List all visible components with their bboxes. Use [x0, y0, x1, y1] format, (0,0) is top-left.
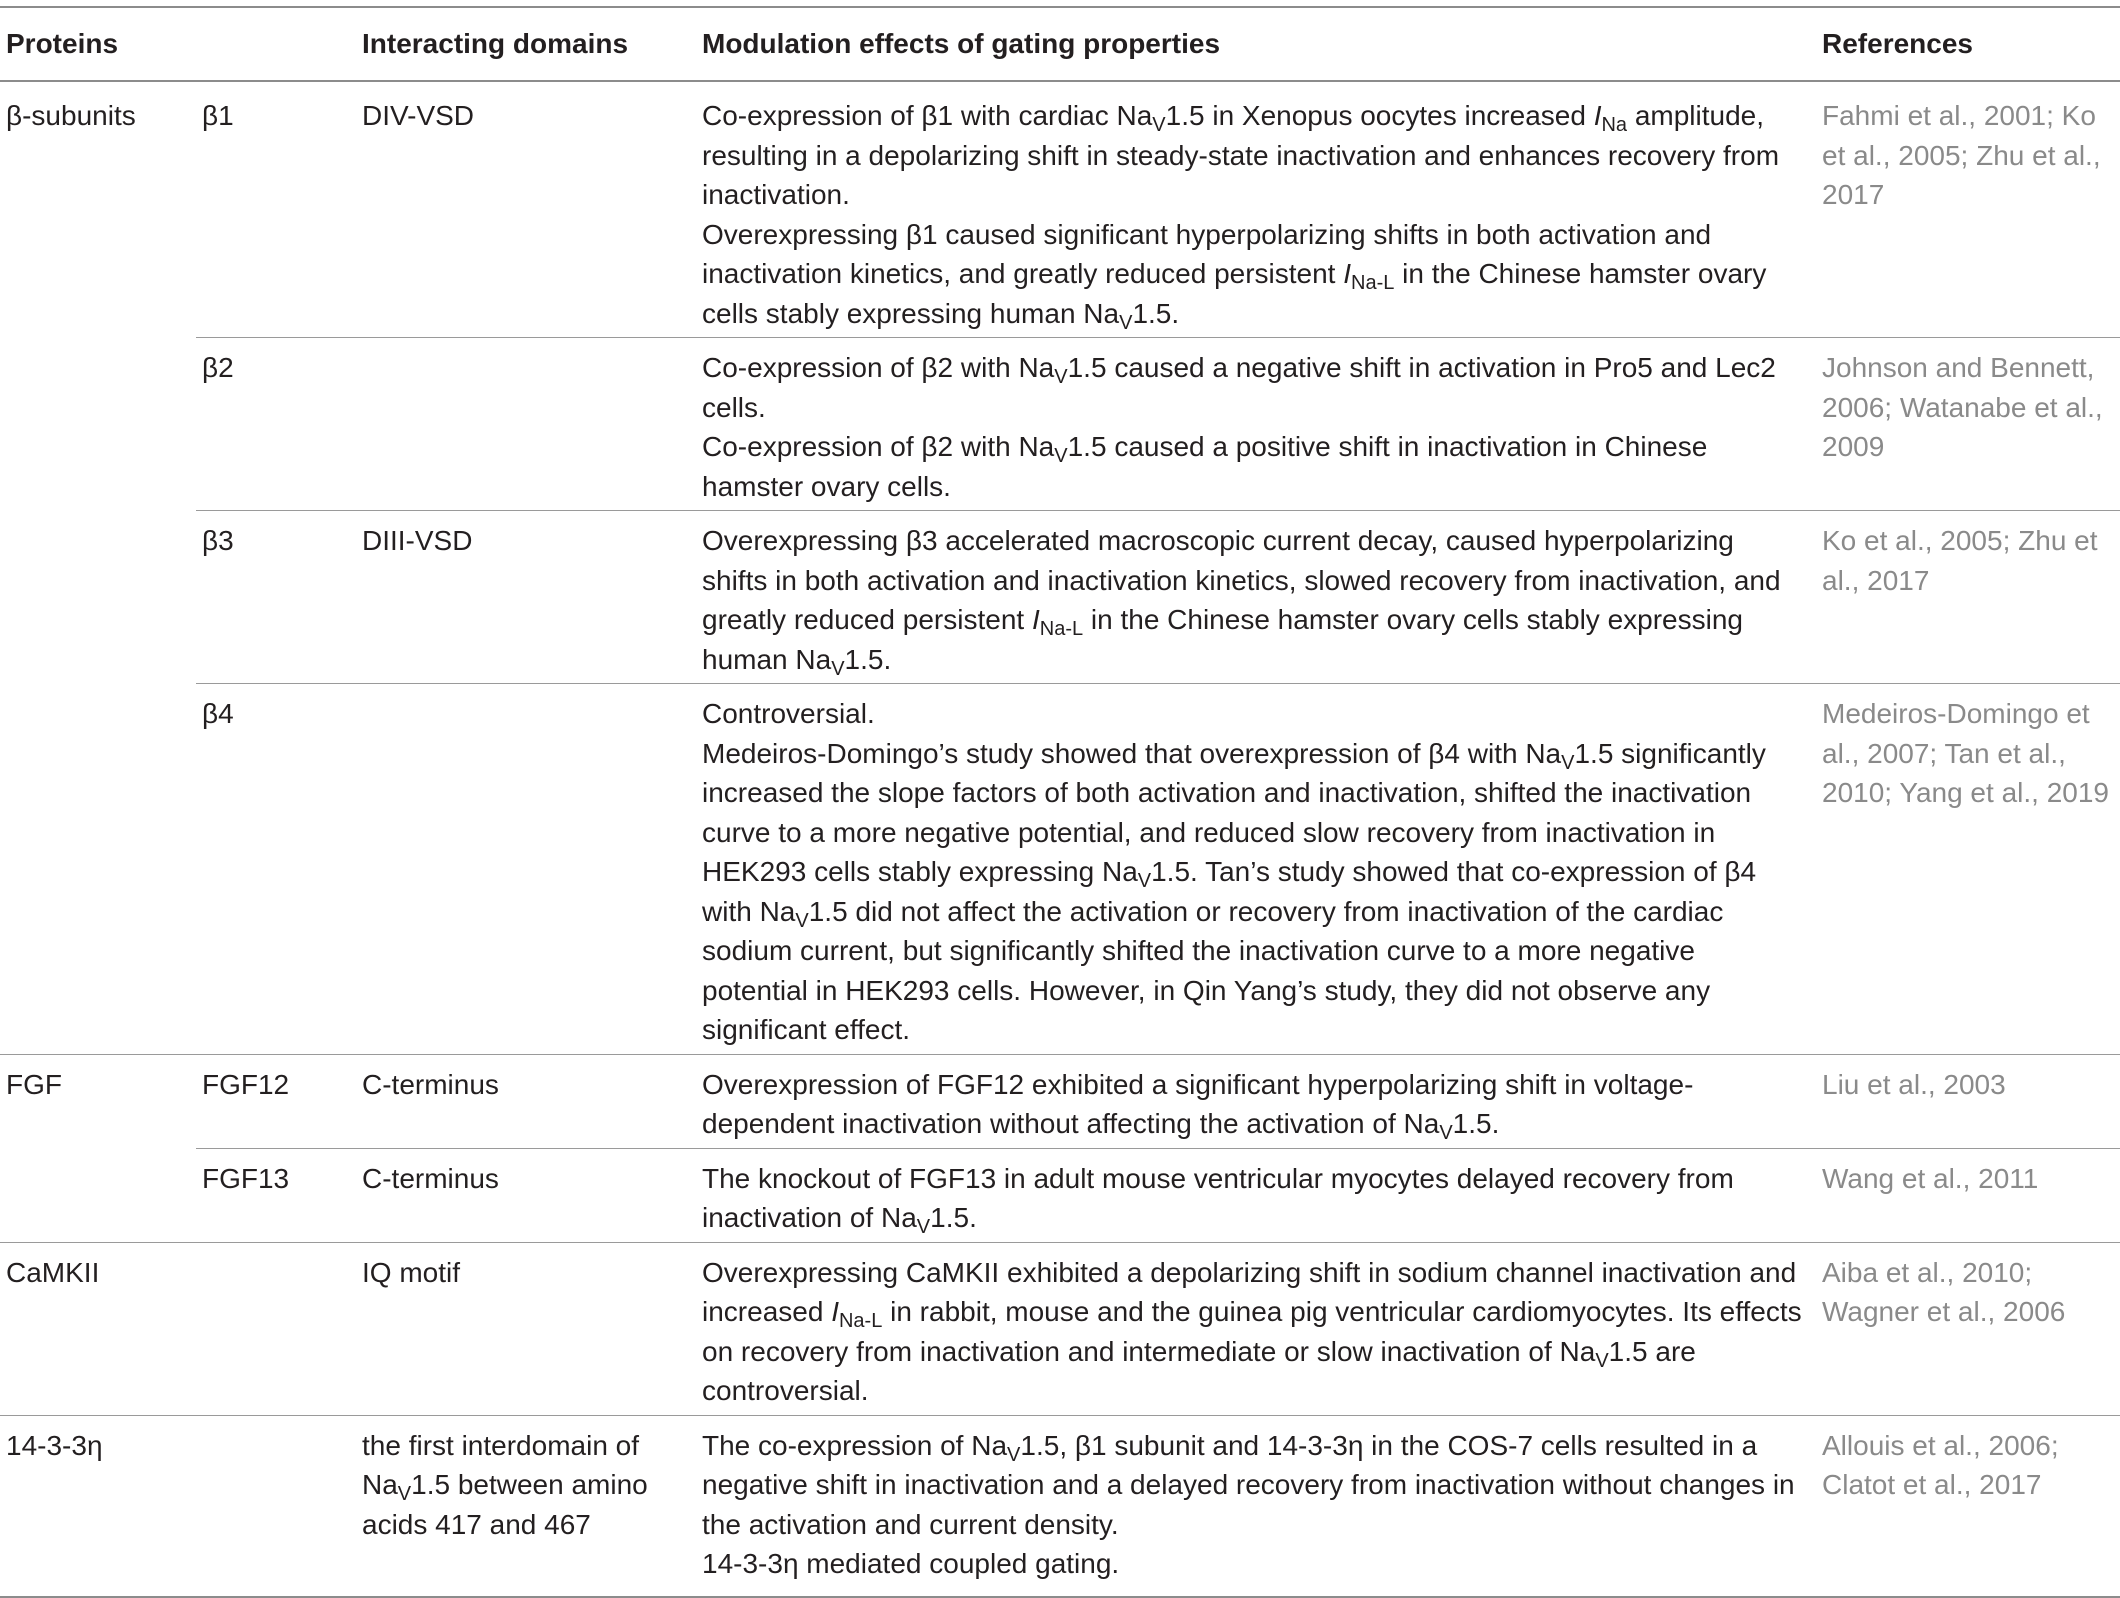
- reference-cell: Johnson and Bennett, 2006; Watanabe et al., 2009: [1816, 338, 2120, 511]
- table-container: [0, 6, 2120, 1598]
- header-row: [0, 7, 2120, 81]
- modulation-cell: Co-expression of β1 with cardiac $Na_V1.5$ in Xenopus oocytes increased $I_{Na}$ amplitude, resulting in a depolarizing shift in steady-state inactivation and enhances recovery from inactivation. Overexpressing β1 caused significant hyperpolarizing shifts in both activation and inactivation kinetics, and greatly reduced persistent $I_{Na-L}$ in the Chinese hamster ovary cells stably expressing human $Na_V1.5$.: [702, 100, 1780, 334]
- table-row: [0, 684, 2120, 1055]
- protein-cell: β-subunits: [6, 100, 136, 131]
- domain-cell: C-terminus: [356, 1148, 696, 1242]
- reference-cell: Wang et al., 2011: [1816, 1148, 2120, 1242]
- table-row: [0, 1242, 2120, 1415]
- header-references: References: [1822, 28, 1973, 59]
- protein-cell: [0, 684, 196, 1055]
- header-proteins: Proteins: [6, 28, 119, 59]
- subtype-cell: FGF13: [196, 1148, 356, 1242]
- modulation-cell: Controversial. Medeiros-Domingo’s study showed that overexpression of β4 with $Na_V1.5$ significantly increased the slope factors of both activation and inactivation, shifted the inactivation curve to a more negative potential, and reduced slow recovery from inactivation in HEK293 cells stably expressing $Na_V1.5$. Tan’s study showed that co-expression of β4 with $Na_V1.5$ did not affect the activation or recovery from inactivation of the cardiac sodium current, but significantly shifted the inactivation curve to a more negative potential in HEK293 cells. However, in Qin Yang’s study, they did not observe any significant effect.: [696, 684, 1816, 1055]
- table-row: [0, 1054, 2120, 1148]
- reference-cell: Ko et al., 2005; Zhu et al., 2017: [1816, 511, 2120, 684]
- subtype-cell: [196, 1415, 356, 1597]
- modulation-cell: Overexpressing β3 accelerated macroscopic current decay, caused hyperpolarizing shifts in both activation and inactivation kinetics, slowed recovery from inactivation, and greatly reduced persistent $I_{Na-L}$ in the Chinese hamster ovary cells stably expressing human $Na_V1.5$.: [696, 511, 1816, 684]
- modulation-cell: Overexpression of FGF12 exhibited a significant hyperpolarizing shift in voltage-dependent inactivation without affecting the activation of $Na_V1.5$.: [702, 1068, 1694, 1144]
- reference-cell: Liu et al., 2003: [1822, 1068, 2006, 1100]
- domain-cell: C-terminus: [362, 1068, 499, 1100]
- protein-cell: [0, 1148, 196, 1242]
- domain-cell: IQ motif: [362, 1256, 461, 1288]
- subtype-cell: β3: [196, 511, 356, 684]
- header-modulation: Modulation effects of gating properties: [702, 28, 1221, 59]
- subtype-cell: β2: [196, 338, 356, 511]
- modulation-cell: The knockout of FGF13 in adult mouse ventricular myocytes delayed recovery from inactivation of $Na_V1.5$.: [696, 1148, 1816, 1242]
- subtype-cell: β4: [196, 684, 356, 1055]
- subtype-cell: [196, 1242, 356, 1415]
- modulation-cell: Co-expression of β2 with $Na_V1.5$ caused a negative shift in activation in Pro5 and Lec2 cells. Co-expression of β2 with $Na_V1.5$ caused a positive shift in inactivation in Chinese hamster ovary cells.: [696, 338, 1816, 511]
- reference-cell: Allouis et al., 2006; Clatot et al., 2017: [1822, 1429, 2059, 1500]
- table-row: [0, 511, 2120, 684]
- subtype-cell: FGF12: [202, 1068, 290, 1100]
- modulation-cell: The co-expression of $Na_V1.5$, β1 subunit and 14-3-3η in the COS-7 cells resulted in a negative shift in inactivation and a delayed recovery from inactivation without changes in the activation and current density. 14-3-3η mediated coupled gating.: [702, 1429, 1795, 1579]
- table-row: [0, 338, 2120, 511]
- gating-modulation-table: [0, 6, 2120, 1598]
- domain-cell: DIV-VSD: [362, 100, 475, 131]
- header-domains: Interacting domains: [362, 28, 629, 59]
- table-row: [0, 1415, 2120, 1597]
- subtype-cell: β1: [202, 100, 234, 131]
- reference-cell: Medeiros-Domingo et al., 2007; Tan et al., 2010; Yang et al., 2019: [1816, 684, 2120, 1055]
- reference-cell: Aiba et al., 2010; Wagner et al., 2006: [1822, 1256, 2066, 1327]
- table-row: [0, 1148, 2120, 1242]
- protein-cell: [0, 511, 196, 684]
- protein-cell: 14-3-3η: [6, 1429, 103, 1461]
- domain-cell: DIII-VSD: [356, 511, 696, 684]
- table-row: [0, 81, 2120, 338]
- protein-cell: [0, 338, 196, 511]
- protein-cell: FGF: [6, 1068, 62, 1100]
- domain-cell: [356, 338, 696, 511]
- domain-cell: [356, 684, 696, 1055]
- protein-cell: CaMKII: [6, 1256, 100, 1288]
- domain-cell: the first interdomain of $Na_V1.5$ between amino acids 417 and 467: [362, 1429, 648, 1540]
- reference-cell: Fahmi et al., 2001; Ko et al., 2005; Zhu et al., 2017: [1822, 100, 2101, 210]
- modulation-cell: Overexpressing CaMKII exhibited a depolarizing shift in sodium channel inactivation and increased $I_{Na-L}$ in rabbit, mouse and the guinea pig ventricular cardiomyocytes. Its effects on recovery from inactivation and intermediate or slow inactivation of $Na_V1.5$ are controversial.: [702, 1256, 1802, 1406]
